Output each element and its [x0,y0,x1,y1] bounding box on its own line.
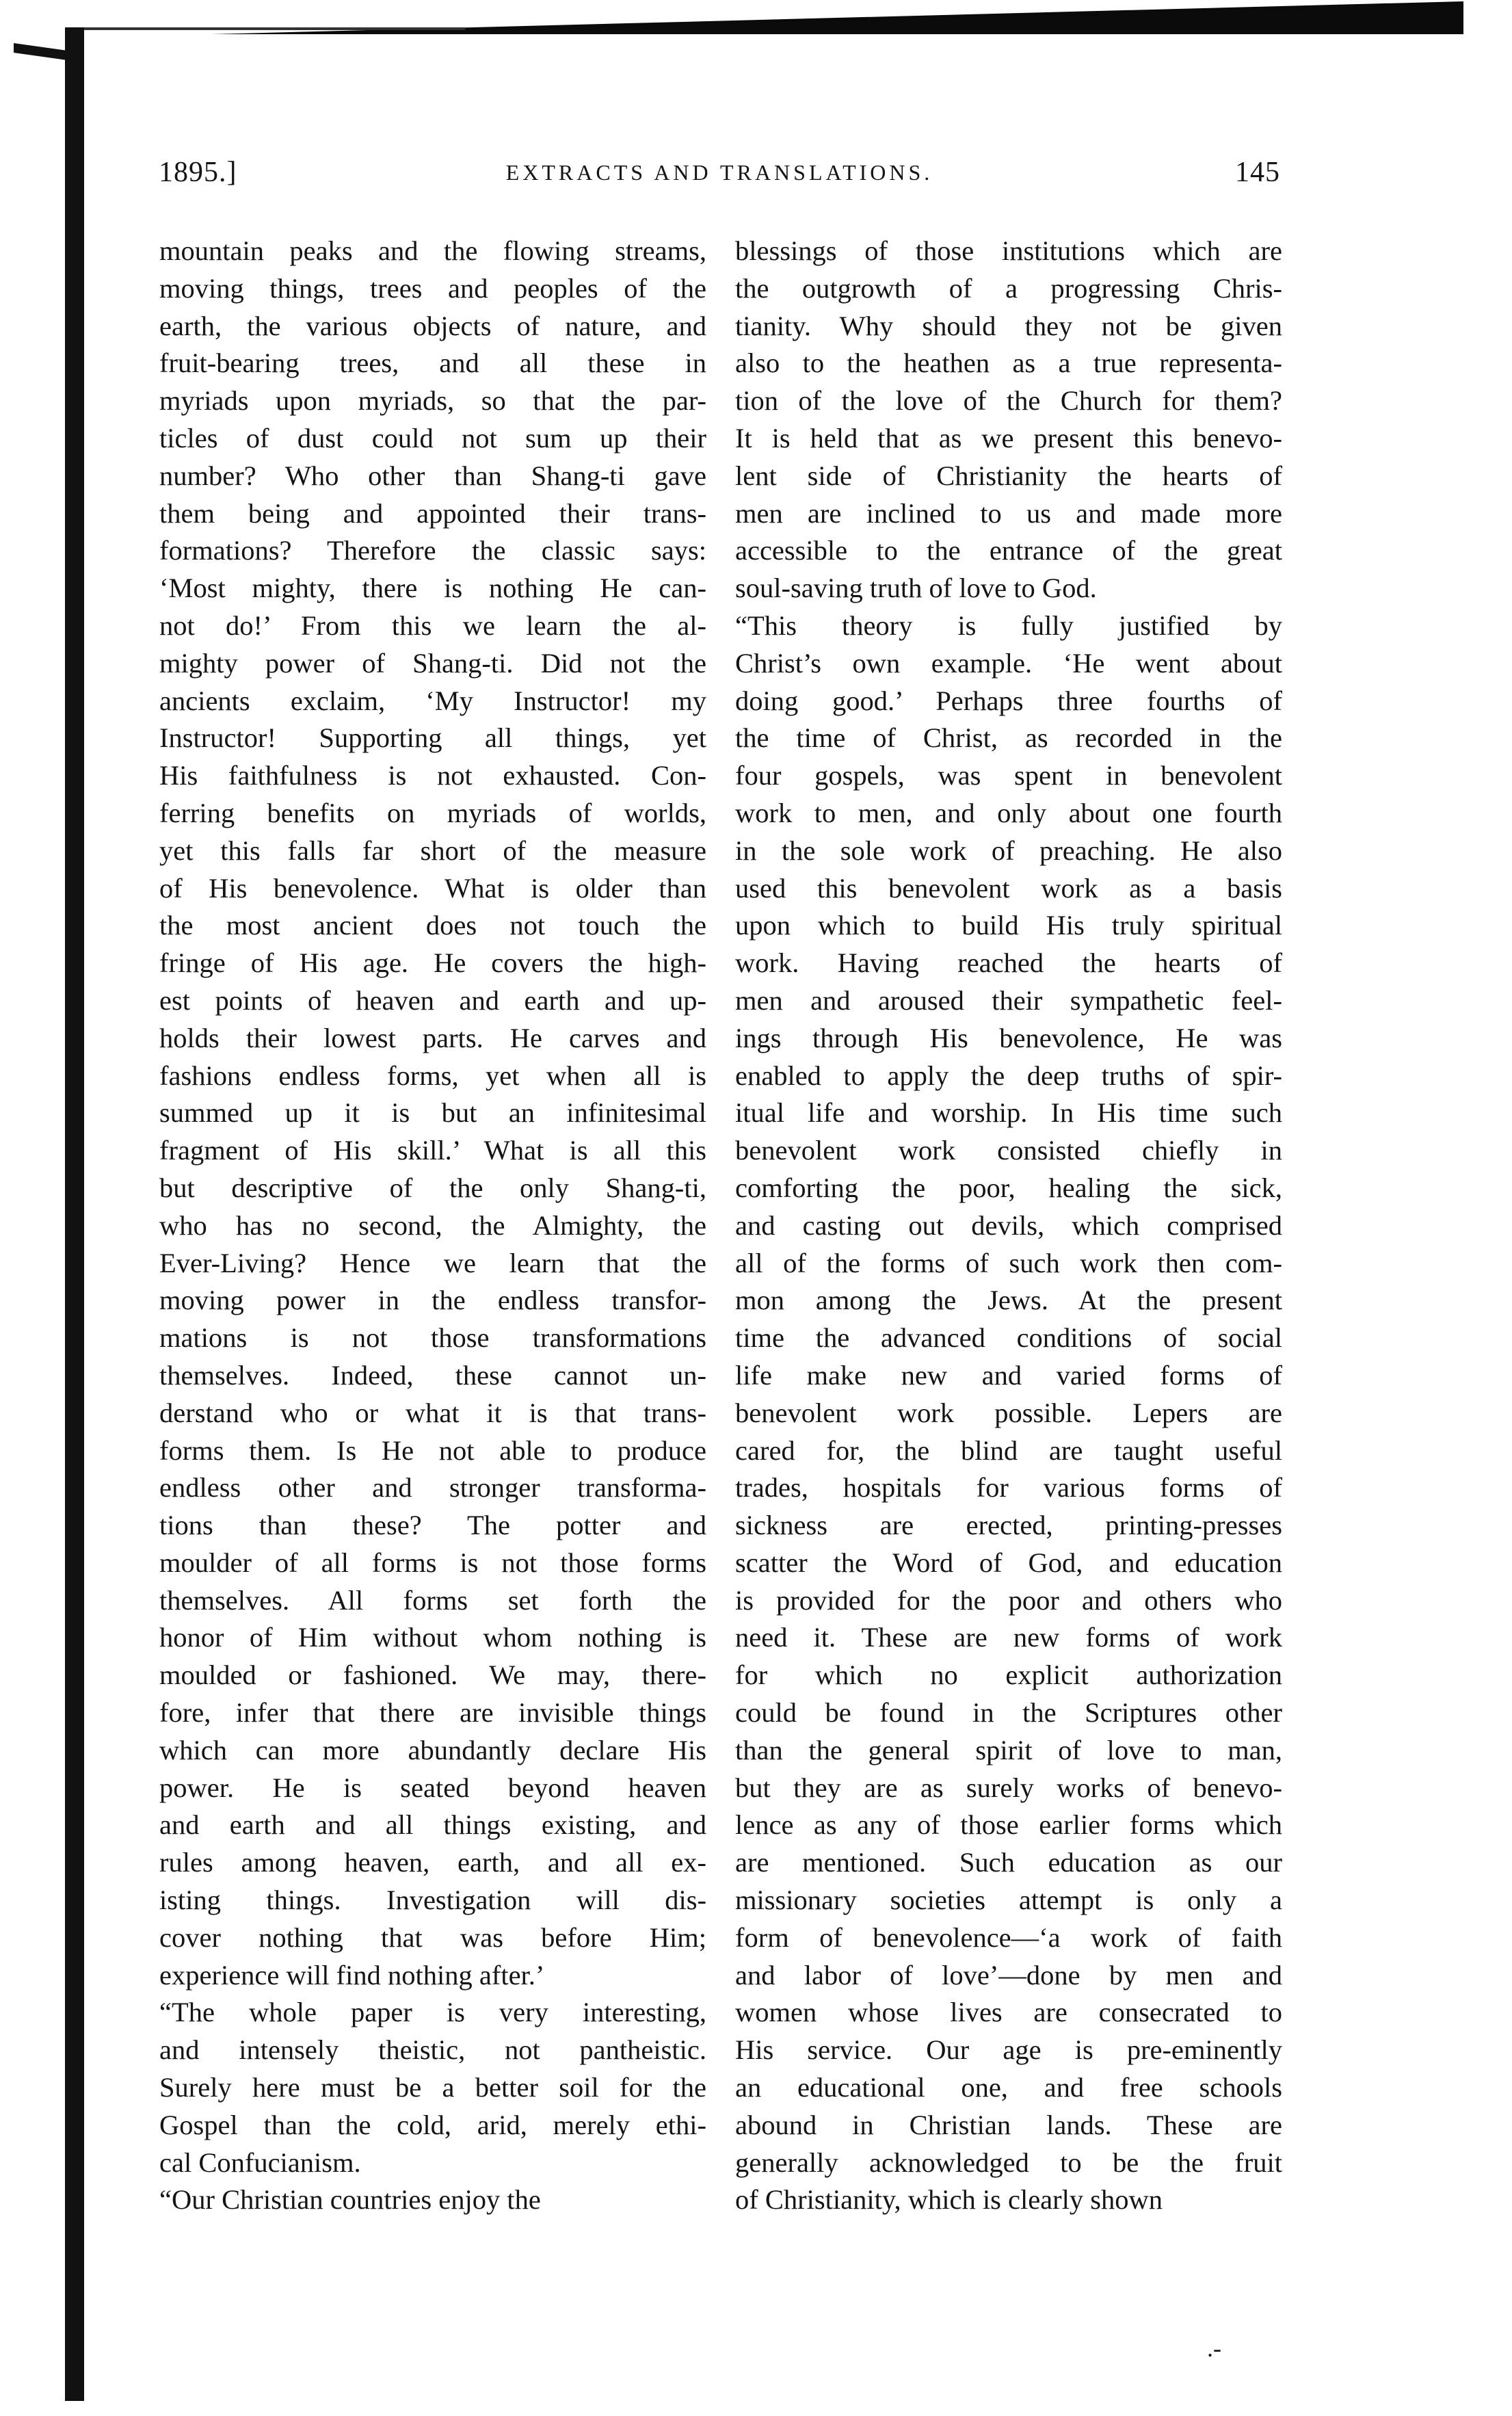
text-line: It is held that as we present this benevo- [735,422,1282,454]
text-line: His service. Our age is pre-eminently [735,2034,1282,2066]
text-line: are mentioned. Such education as our [735,1847,1282,1878]
right-column [735,233,1282,2219]
text-line: and labor of love’—done by men and [735,1959,1282,1991]
text-line: which can more abundantly declare His [159,1734,706,1765]
text-line: lence as any of those earlier forms which [735,1809,1282,1841]
text-line: and casting out devils, which comprised [735,1209,1282,1241]
text-line: mations is not those transformations [159,1322,706,1354]
text-line: tions than these? The potter and [159,1510,706,1541]
text-line: not do!’ From this we learn the al- [159,609,706,641]
stray-mark: .- [1207,2335,1221,2362]
text-line: “This theory is fully justified by [735,609,1282,641]
text-line: four gospels, was spent in benevolent [735,760,1282,791]
top-thin-rule [82,27,465,30]
text-line: fruit-bearing trees, and all these in [159,347,706,379]
text-line: fringe of His age. He covers the high- [159,947,706,979]
text-line: moving power in the endless transfor- [159,1285,706,1316]
text-line: “Our Christian countries enjoy the [159,2184,541,2216]
page-number: 145 [1235,157,1280,188]
text-line: for which no explicit authorization [735,1659,1282,1691]
text-line: fore, infer that there are invisible things [159,1697,706,1729]
text-line: mon among the Jews. At the present [735,1285,1282,1316]
text-line: trades, hospitals for various forms of [735,1472,1282,1504]
header-title: EXTRACTS AND TRANSLATIONS. [505,160,933,185]
text-line: rules among heaven, earth, and all ex- [159,1847,706,1878]
text-line: scatter the Word of God, and education [735,1547,1282,1578]
text-line: myriads upon myriads, so that the par- [159,385,706,417]
text-line: work. Having reached the hearts of [735,947,1282,979]
text-line: isting things. Investigation will dis- [159,1885,706,1916]
text-line: who has no second, the Almighty, the [159,1209,706,1241]
text-line: ‘Most mighty, there is nothing He can- [159,573,706,604]
text-line: soul-saving truth of love to God. [735,573,1097,604]
text-line: could be found in the Scriptures other [735,1697,1282,1729]
text-line: work to men, and only about one fourth [735,797,1282,828]
text-line: blessings of those institutions which are [735,235,1282,266]
text-line: ticles of dust could not sum up their [159,422,706,454]
text-line: lent side of Christianity the hearts of [735,460,1282,491]
text-line: generally acknowledged to be the fruit [735,2146,1282,2178]
text-line: honor of Him without whom nothing is [159,1622,706,1653]
text-line: experience will find nothing after.’ [159,1959,545,1991]
text-line: and earth and all things existing, and [159,1809,706,1841]
text-line: an educational one, and free schools [735,2072,1282,2103]
running-head [159,156,1280,197]
text-line: also to the heathen as a true representa- [735,347,1282,379]
text-line: used this benevolent work as a basis [735,872,1282,904]
text-line: Gospel than the cold, arid, merely ethi- [159,2109,706,2140]
text-line: ings through His benevolence, He was [735,1022,1282,1053]
text-line: men are inclined to us and made more [735,497,1282,529]
text-line: than the general spirit of love to man, [735,1734,1282,1765]
text-line: but descriptive of the only Shang-ti, [159,1172,706,1203]
text-line: men and aroused their sympathetic feel- [735,984,1282,1016]
text-line: accessible to the entrance of the great [735,535,1282,566]
binding-edge [65,27,84,2401]
text-line: time the advanced conditions of social [735,1322,1282,1354]
text-line: summed up it is but an infinitesimal [159,1097,706,1129]
text-line: Instructor! Supporting all things, yet [159,722,706,754]
text-line: enabled to apply the deep truths of spir- [735,1060,1282,1091]
text-line: mighty power of Shang-ti. Did not the [159,647,706,679]
text-line: ferring benefits on myriads of worlds, [159,797,706,828]
text-line: fashions endless forms, yet when all is [159,1060,706,1091]
text-line: moulded or fashioned. We may, there- [159,1659,706,1691]
text-line: earth, the various objects of nature, and [159,310,706,341]
text-line: ancients exclaim, ‘My Instructor! my [159,685,706,716]
text-line: cal Confucianism. [159,2146,361,2178]
text-line: fragment of His skill.’ What is all this [159,1135,706,1166]
text-line: “The whole paper is very interesting, [159,1997,706,2028]
text-line: doing good.’ Perhaps three fourths of [735,685,1282,716]
text-line: Christ’s own example. ‘He went about [735,647,1282,679]
text-line: women whose lives are consecrated to [735,1997,1282,2028]
text-line: benevolent work consisted chiefly in [735,1135,1282,1166]
text-line: and intensely theistic, not pantheistic. [159,2034,706,2066]
text-line: cared for, the blind are taught useful [735,1434,1282,1466]
text-line: themselves. All forms set forth the [159,1584,706,1616]
text-line: yet this falls far short of the measure [159,835,706,866]
text-line: derstand who or what it is that trans- [159,1397,706,1428]
text-line: power. He is seated beyond heaven [159,1772,706,1803]
text-line: the time of Christ, as recorded in the [735,722,1282,754]
text-line: cover nothing that was before Him; [159,1921,706,1953]
text-line: Surely here must be a better soil for the [159,2072,706,2103]
text-line: the outgrowth of a progressing Chris- [735,272,1282,304]
text-line: number? Who other than Shang-ti gave [159,460,706,491]
text-line: moulder of all forms is not those forms [159,1547,706,1578]
text-line: is provided for the poor and others who [735,1584,1282,1616]
text-line: endless other and stronger transforma- [159,1472,706,1504]
text-line: tianity. Why should they not be given [735,310,1282,341]
text-line: of His benevolence. What is older than [159,872,706,904]
header-year: 1895.] [159,157,237,188]
text-line: benevolent work possible. Lepers are [735,1397,1282,1428]
text-line: moving things, trees and peoples of the [159,272,706,304]
text-line: formations? Therefore the classic says: [159,535,706,566]
text-line: itual life and worship. In His time such [735,1097,1282,1129]
text-line: but they are as surely works of benevo- [735,1772,1282,1803]
text-line: upon which to build His truly spiritual [735,910,1282,941]
text-line: sickness are erected, printing-presses [735,1510,1282,1541]
text-line: mountain peaks and the flowing streams, [159,235,706,266]
text-line: all of the forms of such work then com- [735,1247,1282,1278]
text-line: comforting the poor, healing the sick, [735,1172,1282,1203]
text-line: of Christianity, which is clearly shown [735,2184,1163,2216]
text-line: missionary societies attempt is only a [735,1885,1282,1916]
text-line: them being and appointed their trans- [159,497,706,529]
text-line: need it. These are new forms of work [735,1622,1282,1653]
text-line: holds their lowest parts. He carves and [159,1022,706,1053]
text-line: His faithfulness is not exhausted. Con- [159,760,706,791]
text-line: the most ancient does not touch the [159,910,706,941]
left-column [159,233,706,2219]
text-line: form of benevolence—‘a work of faith [735,1921,1282,1953]
text-line: abound in Christian lands. These are [735,2109,1282,2140]
text-line: themselves. Indeed, these cannot un- [159,1359,706,1391]
text-line: life make new and varied forms of [735,1359,1282,1391]
text-line: forms them. Is He not able to produce [159,1434,706,1466]
text-line: est points of heaven and earth and up- [159,984,706,1016]
text-line: in the sole work of preaching. He also [735,835,1282,866]
text-line: tion of the love of the Church for them? [735,385,1282,417]
text-line: Ever-Living? Hence we learn that the [159,1247,706,1278]
